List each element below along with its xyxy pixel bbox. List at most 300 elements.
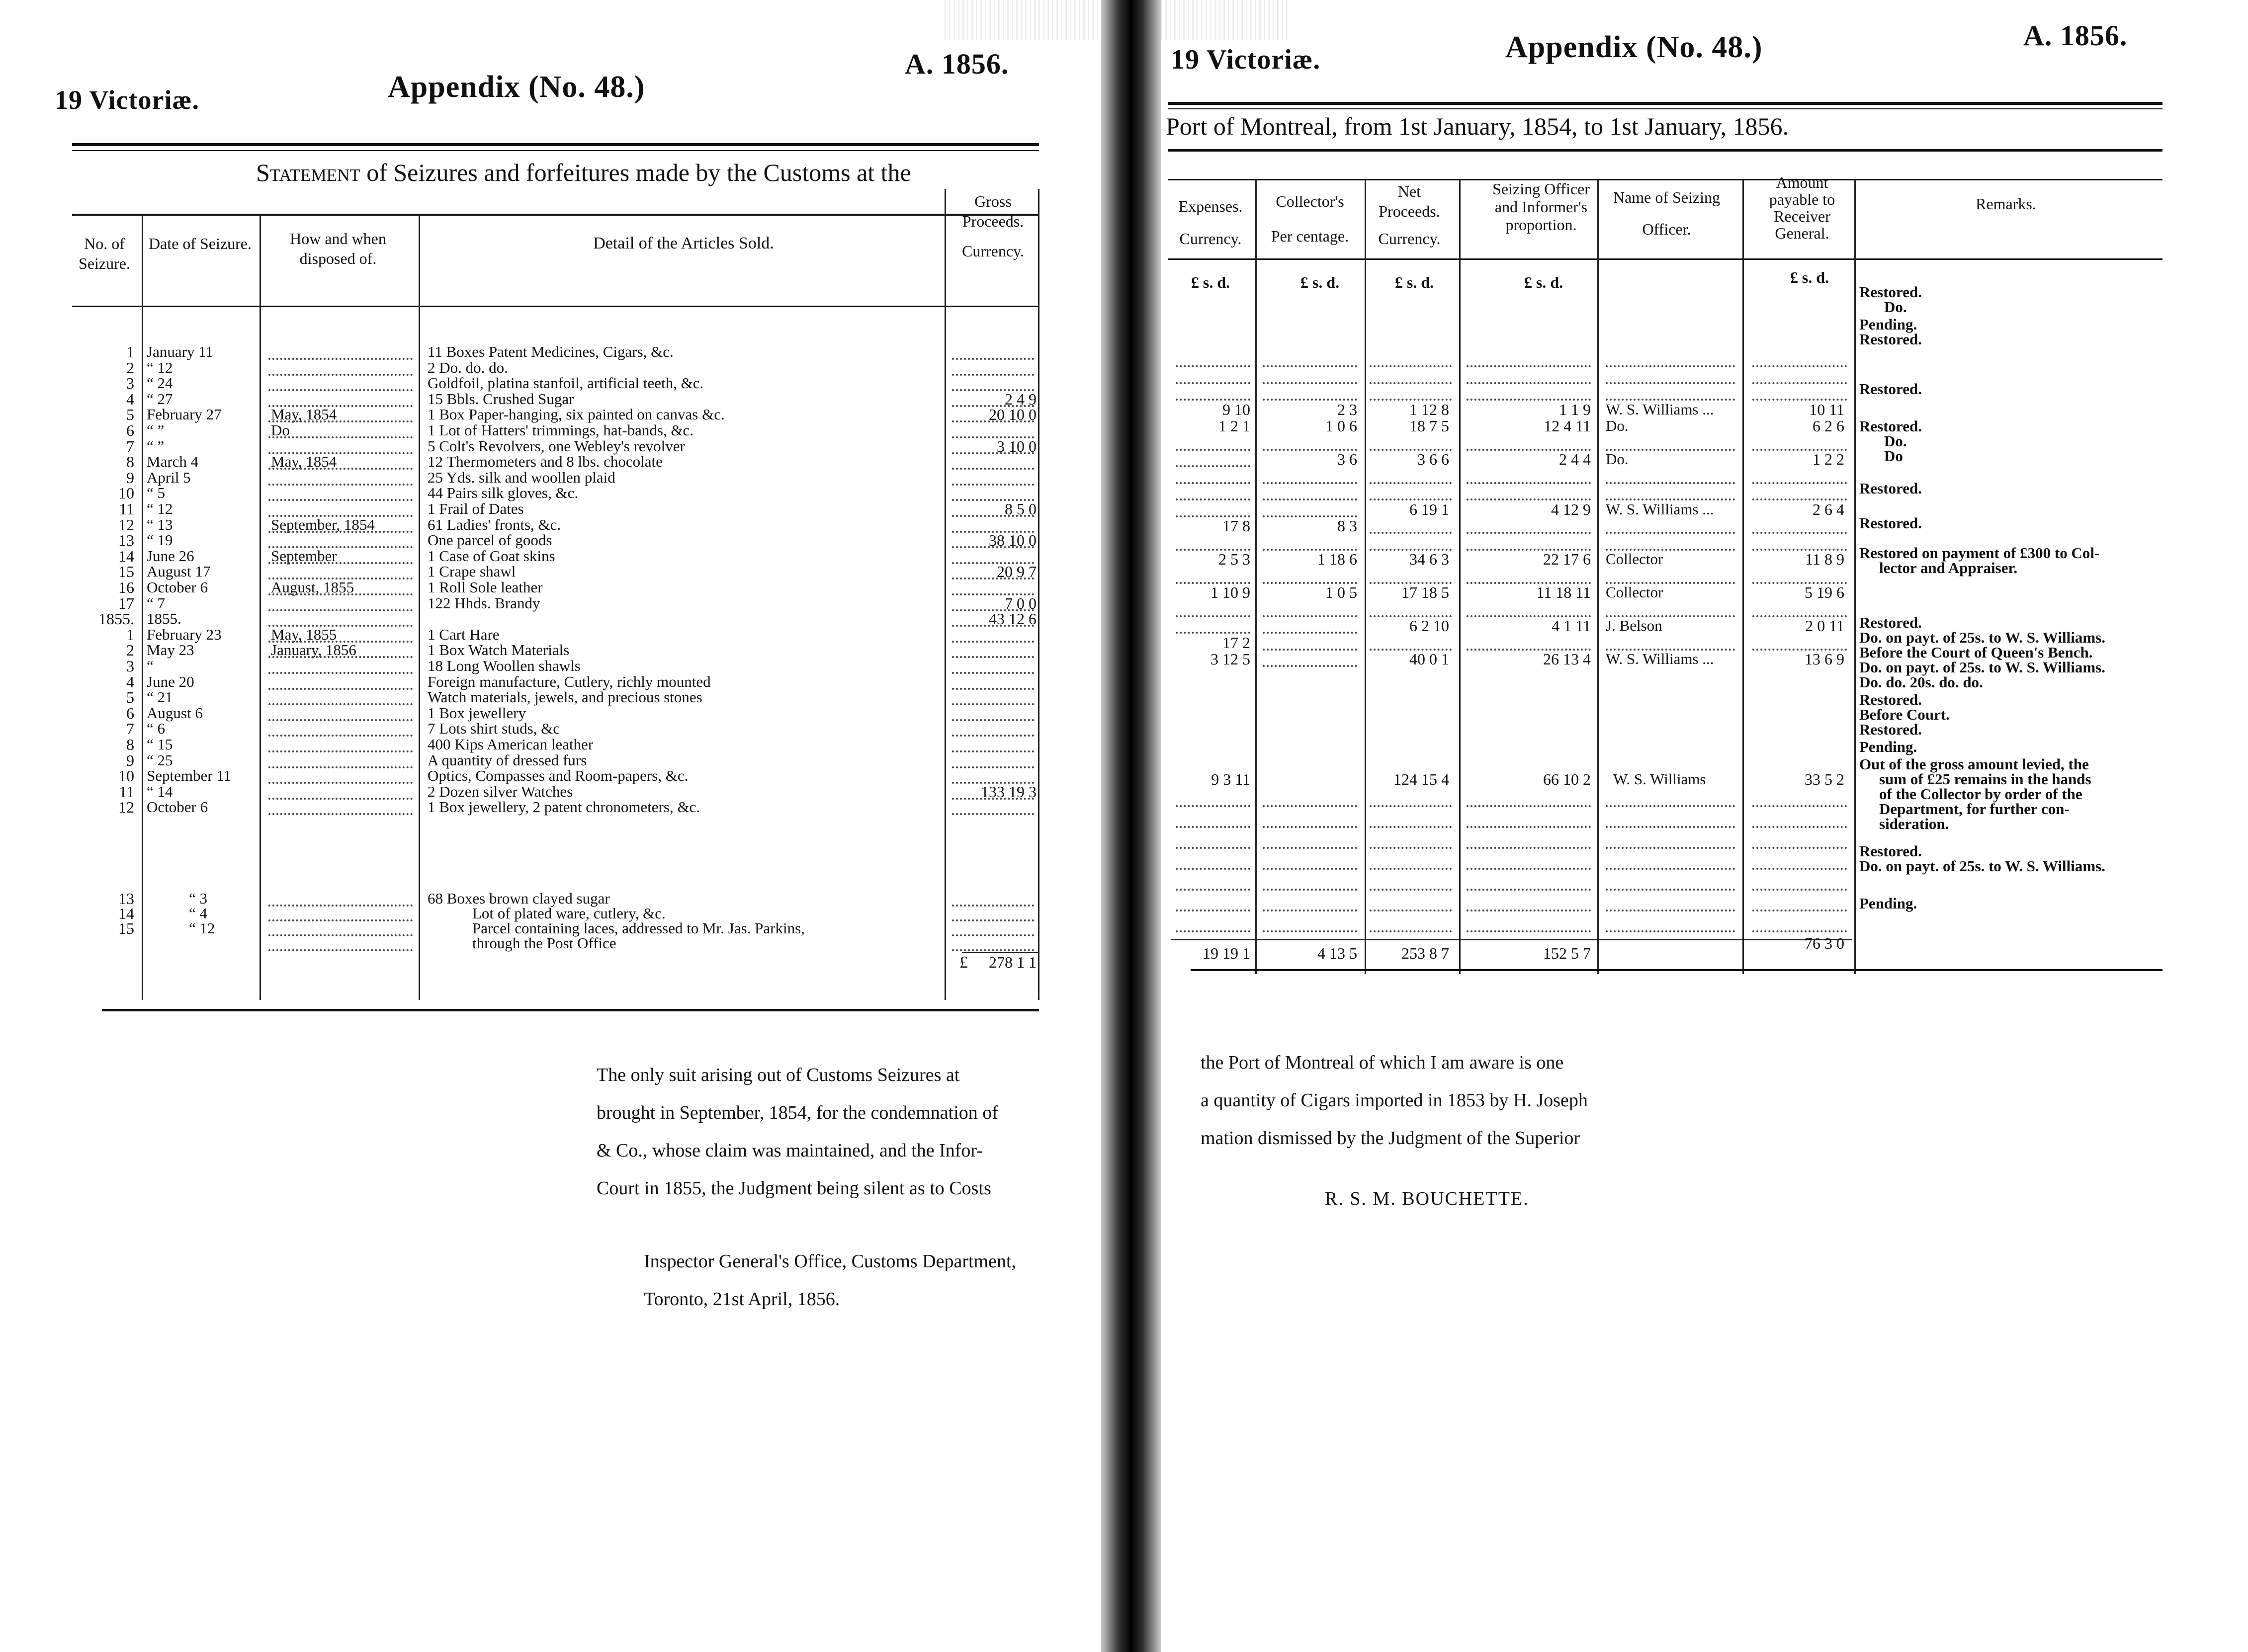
seizure-number: 4 <box>126 390 134 408</box>
lsd-net: £ s. d. <box>1394 273 1434 291</box>
leader-dots <box>952 813 1034 815</box>
remark-line: Pending. <box>1859 738 1917 755</box>
gross-proceeds: 43 12 6 <box>989 610 1037 628</box>
table-bottom-rule <box>1191 969 2162 971</box>
leader-dots <box>1752 847 1847 849</box>
col-divider <box>419 215 420 1000</box>
disposed-when: September <box>271 547 337 565</box>
leader-dots <box>1176 826 1250 828</box>
leader-dots <box>1467 889 1591 891</box>
remark-line: Pending. <box>1859 895 1917 912</box>
seizure-number: 16 <box>118 578 134 596</box>
seizure-number: 5 <box>126 688 134 706</box>
leader-dots <box>268 436 413 438</box>
receiver-value: 10 11 <box>1809 401 1844 418</box>
seizure-number: 12 <box>118 798 134 816</box>
remark-line: Restored. <box>1859 283 1922 301</box>
article-detail: 1 Case of Goat skins <box>428 547 555 565</box>
col-header-date: Date of Seizure. <box>148 235 252 252</box>
leader-dots <box>1606 805 1735 807</box>
leader-dots <box>952 358 1034 360</box>
statement-word: Statement <box>256 159 360 186</box>
seizure-date: “ 15 <box>147 736 173 753</box>
leader-dots <box>268 389 413 391</box>
col-header-amount: Amount payable to Receiver General. <box>1769 173 1835 242</box>
seizure-number: 9 <box>126 469 134 487</box>
seizing-officer: W. S. Williams ... <box>1606 650 1714 667</box>
remark-line: Do. on payt. of 25s. to W. S. Williams. <box>1859 629 2105 646</box>
leader-dots <box>1370 889 1452 891</box>
appendix-heading: Appendix (No. 48.) <box>388 70 645 104</box>
seizure-number: 2 <box>126 641 134 659</box>
net-value: 3 6 6 <box>1417 450 1449 468</box>
leader-dots <box>1176 449 1250 451</box>
col-header-collector-sub: Per centage. <box>1271 227 1349 245</box>
collector-value: 1 0 5 <box>1325 583 1357 601</box>
sep-net: 124 15 4 <box>1393 770 1449 788</box>
seizing-officer: W. S. Williams ... <box>1606 401 1714 418</box>
gross-proceeds: 8 5 0 <box>1005 500 1037 518</box>
leader-dots <box>952 578 1034 579</box>
net-value: 34 6 3 <box>1409 550 1449 568</box>
leader-dots <box>268 766 413 768</box>
leader-dots <box>1176 615 1250 617</box>
seizing-officer: Collector <box>1606 583 1663 601</box>
remark-line: Restored. <box>1859 480 1922 497</box>
article-detail: One parcel of goods <box>428 531 552 549</box>
total-expenses: 19 19 1 <box>1203 944 1250 962</box>
leader-dots <box>1606 930 1735 932</box>
gross-proceeds: 20 10 0 <box>989 406 1037 423</box>
seizure-date: “ 7 <box>147 594 166 612</box>
series-heading: 19 Victoriæ. <box>55 85 199 115</box>
leader-dots <box>268 672 413 674</box>
leader-dots <box>1752 365 1847 367</box>
col-divider <box>1597 179 1599 974</box>
col-divider <box>945 189 946 1000</box>
article-detail: A quantity of dressed furs <box>428 751 587 769</box>
header-mid-rule <box>1168 179 2162 180</box>
gross-proceeds: 20 9 7 <box>997 563 1037 580</box>
seizure-date: June 20 <box>147 673 194 690</box>
col-header-how: How and when disposed of. <box>290 230 386 267</box>
leader-dots <box>1176 930 1250 932</box>
top-thin-rule <box>1168 108 2162 109</box>
leader-dots <box>1176 868 1250 870</box>
remark-line: Restored. <box>1859 691 1922 708</box>
collector-value: 3 6 <box>1337 450 1357 468</box>
leader-dots <box>1263 498 1357 500</box>
seizure-date: October 6 <box>147 798 208 816</box>
article-detail: 5 Colt's Revolvers, one Webley's revolver <box>428 437 685 455</box>
leader-dots <box>952 546 1034 548</box>
remark-line: Pending. <box>1859 316 1917 333</box>
leader-dots <box>1606 889 1735 891</box>
leader-dots <box>1263 847 1357 849</box>
col-header-collector: Collector's <box>1276 192 1344 210</box>
collector-value: 1 0 6 <box>1325 417 1357 435</box>
seizure-number: 9 <box>126 751 134 769</box>
seizure-number: 13 <box>118 531 134 549</box>
collector-value: 1 18 6 <box>1317 550 1357 568</box>
seizing-value: 22 17 6 <box>1543 550 1591 568</box>
total-rule <box>962 952 1038 953</box>
seizure-date: August 6 <box>147 704 203 722</box>
leader-dots <box>952 468 1034 470</box>
leader-dots <box>1467 805 1591 807</box>
leader-dots <box>952 374 1034 376</box>
leader-dots <box>268 813 413 815</box>
col-header-gross: Gross Proceeds. <box>962 192 1024 230</box>
remark-line: Do. on payt. of 25s. to W. S. Williams. <box>1859 659 2105 676</box>
remark-line: Restored. <box>1859 721 1922 738</box>
article-detail: 1 Lot of Hatters' trimmings, hat-bands, &c. <box>428 421 694 439</box>
leader-dots <box>1752 909 1847 911</box>
article-detail: 1 Box jewellery, 2 patent chronometers, &c. <box>428 798 700 816</box>
table-top-rule <box>1168 149 2162 152</box>
article-detail: 1 Cart Hare <box>428 626 500 643</box>
leader-dots <box>1263 615 1357 617</box>
leader-dots <box>1176 847 1250 849</box>
leader-dots <box>1263 482 1357 484</box>
leader-dots <box>1606 826 1735 828</box>
sep-seizing: 66 10 2 <box>1543 770 1591 788</box>
gross-total: 278 1 1 <box>989 953 1037 971</box>
header-bottom-rule <box>72 306 1039 307</box>
total-symbol: £ <box>959 953 968 972</box>
article-detail: through the Post Office <box>472 934 616 952</box>
col-divider <box>1742 179 1744 974</box>
leader-dots <box>1263 805 1357 807</box>
remark-line: Department, for further con- <box>1879 800 2070 818</box>
remark-line: Do. do. 20s. do. do. <box>1859 673 1983 691</box>
remark-line: Before the Court of Queen's Bench. <box>1859 644 2093 661</box>
leader-dots <box>1176 482 1250 484</box>
col-divider <box>1459 179 1461 974</box>
leader-dots <box>952 641 1034 643</box>
article-detail: 44 Pairs silk gloves, &c. <box>428 484 579 501</box>
remark-line: Restored on payment of £300 to Col- <box>1859 544 2100 562</box>
header-bottom-rule <box>1168 258 2162 260</box>
statement-title <box>256 158 911 187</box>
seizure-number: 6 <box>126 421 134 439</box>
table-bottom-rule <box>102 1009 1039 1011</box>
remark-line: Restored. <box>1859 842 1922 860</box>
seizure-number: 2 <box>126 359 134 377</box>
leader-dots <box>1752 826 1847 828</box>
receiver-value: 5 19 6 <box>1805 583 1844 601</box>
col-header-detail: Detail of the Articles Sold. <box>593 234 774 252</box>
col-divider <box>1038 189 1039 1000</box>
article-detail: Watch materials, jewels, and precious stones <box>428 688 702 706</box>
remark-line: sum of £25 remains in the hands <box>1879 770 2091 788</box>
leader-dots <box>1467 868 1591 870</box>
leader-dots <box>1370 847 1452 849</box>
remark-line: of the Collector by order of the <box>1879 785 2082 803</box>
seizure-number: 1855. <box>98 610 134 628</box>
article-detail: Foreign manufacture, Cutlery, richly mounted <box>428 673 711 690</box>
sep-expenses: 9 3 11 <box>1211 770 1250 788</box>
total-collector: 4 13 5 <box>1317 944 1357 962</box>
seizure-number: 8 <box>126 453 134 471</box>
col-divider <box>1365 179 1366 974</box>
leader-dots <box>1263 909 1357 911</box>
article-detail: Parcel containing laces, addressed to Mr. Jas. Parkins, <box>472 919 805 937</box>
footer-line: The only suit arising out of Customs Seizures at <box>597 1065 960 1085</box>
leader-dots <box>1467 909 1591 911</box>
leader-dots <box>268 688 413 690</box>
leader-dots <box>1263 382 1357 384</box>
receiver-value: 6 2 6 <box>1813 417 1844 435</box>
leader-dots <box>1752 868 1847 870</box>
seizure-date: “ 21 <box>147 688 173 706</box>
seizure-number: 1 <box>126 343 134 361</box>
gross-proceeds: 133 19 3 <box>981 783 1037 801</box>
leader-dots <box>1467 482 1591 484</box>
totals-rule <box>1171 939 1852 940</box>
leader-dots <box>952 750 1034 752</box>
seizure-date: “ ” <box>147 421 165 439</box>
seizure-number: 15 <box>118 919 134 937</box>
leader-dots <box>1370 805 1452 807</box>
leader-dots <box>1370 868 1452 870</box>
leader-dots <box>1176 805 1250 807</box>
leader-dots <box>952 672 1034 674</box>
scan-speckle <box>945 0 1101 40</box>
seizure-date: September 11 <box>147 767 232 784</box>
leader-dots <box>268 735 413 737</box>
leader-dots <box>1606 382 1735 384</box>
article-detail: 1 Frail of Dates <box>428 500 524 517</box>
leader-dots <box>268 703 413 705</box>
leader-dots <box>1263 868 1357 870</box>
leader-dots <box>268 358 413 360</box>
leader-dots <box>1263 632 1357 634</box>
leader-dots <box>268 798 413 800</box>
seizure-date: January 11 <box>147 343 214 360</box>
seizing-officer: W. S. Williams ... <box>1606 500 1714 518</box>
leader-dots <box>268 468 413 470</box>
seizure-date: “ 3 <box>189 890 208 907</box>
leader-dots <box>952 452 1034 454</box>
col-header-gross-currency: Currency. <box>962 242 1024 260</box>
seizure-date: April 5 <box>147 469 191 486</box>
remark-line: Restored. <box>1859 614 1922 631</box>
leader-dots <box>1176 909 1250 911</box>
lsd-collector: £ s. d. <box>1300 273 1340 291</box>
seizure-number: 7 <box>126 720 134 738</box>
article-detail: 400 Kips American leather <box>428 736 594 753</box>
leader-dots <box>952 934 1034 936</box>
col-divider <box>1255 179 1257 974</box>
disposed-when: January, 1856 <box>271 641 356 659</box>
expenses-value: 9 10 <box>1222 401 1250 418</box>
leader-dots <box>268 499 413 501</box>
seizure-date: February 23 <box>147 626 222 643</box>
leader-dots <box>952 656 1034 658</box>
col-header-expenses: Expenses. <box>1178 197 1243 215</box>
gross-proceeds: 3 10 0 <box>997 437 1037 455</box>
seizure-date: May 23 <box>147 641 194 659</box>
right-page <box>1161 0 2248 1652</box>
leader-dots <box>268 593 413 595</box>
leader-dots <box>952 515 1034 517</box>
seizure-date: “ 6 <box>147 720 166 737</box>
seizure-date: “ <box>147 657 154 674</box>
expenses-value: 2 5 3 <box>1218 550 1250 568</box>
receiver-value: 13 6 9 <box>1805 650 1844 668</box>
leader-dots <box>1752 482 1847 484</box>
leader-dots <box>1467 930 1591 932</box>
seizure-date: “ 25 <box>147 751 173 769</box>
leader-dots <box>1606 482 1735 484</box>
col-header-expenses-currency: Currency. <box>1179 230 1242 248</box>
seizure-number: 3 <box>126 657 134 675</box>
seizing-value: 26 13 4 <box>1543 650 1591 668</box>
footer-line: & Co., whose claim was maintained, and the Infor- <box>597 1140 983 1161</box>
seizure-date: “ 13 <box>147 516 173 533</box>
seizing-officer: Do. <box>1606 417 1629 434</box>
seizing-value: 4 12 9 <box>1551 500 1591 518</box>
seizure-number: 5 <box>126 406 134 423</box>
expenses-value: 17 2 <box>1222 634 1250 652</box>
article-detail: Lot of plated ware, cutlery, &c. <box>472 905 666 922</box>
leader-dots <box>268 919 413 921</box>
leader-dots <box>1176 498 1250 500</box>
remark-line: Restored. <box>1859 380 1922 398</box>
leader-dots <box>1606 847 1735 849</box>
leader-dots <box>268 719 413 721</box>
footer-line: the Port of Montreal of which I am aware is one <box>1201 1052 1564 1073</box>
leader-dots <box>1467 847 1591 849</box>
appendix-heading: Appendix (No. 48.) <box>1505 30 1763 64</box>
col-header-name: Name of Seizing Officer. <box>1613 188 1721 238</box>
seizure-number: 11 <box>119 500 134 518</box>
seizure-number: 14 <box>118 547 134 565</box>
footer-line: a quantity of Cigars imported in 1853 by H. Joseph <box>1201 1090 1588 1111</box>
leader-dots <box>1467 382 1591 384</box>
leader-dots <box>1752 382 1847 384</box>
footer-line: Court in 1855, the Judgment being silent as to Costs <box>597 1178 991 1199</box>
seizure-date: June 26 <box>147 547 194 565</box>
seizure-number: 12 <box>118 516 134 534</box>
leader-dots <box>268 782 413 784</box>
col-header-no: No. of Seizure. <box>79 235 130 272</box>
article-detail: 2 Dozen silver Watches <box>428 783 573 800</box>
expenses-value: 1 2 1 <box>1218 417 1250 435</box>
seizure-date: “ 27 <box>147 390 173 408</box>
book-gutter <box>1101 0 1161 1652</box>
collector-value: 2 3 <box>1337 401 1357 418</box>
article-detail: Goldfoil, platina stanfoil, artificial teeth, &c. <box>428 374 704 392</box>
article-detail: 68 Boxes brown clayed sugar <box>428 890 610 907</box>
year-heading: A. 1856. <box>2023 19 2128 52</box>
leader-dots <box>1752 889 1847 891</box>
leader-dots <box>1263 365 1357 367</box>
leader-dots <box>952 719 1034 721</box>
leader-dots <box>1467 826 1591 828</box>
leader-dots <box>952 625 1034 627</box>
seizure-date: March 4 <box>147 453 199 470</box>
article-detail: 18 Long Woollen shawls <box>428 657 581 674</box>
leader-dots <box>268 934 413 936</box>
leader-dots <box>268 484 413 486</box>
leader-dots <box>952 905 1034 907</box>
seizure-date: 1855. <box>147 610 181 627</box>
expenses-value: 3 12 5 <box>1210 650 1250 668</box>
leader-dots <box>1370 482 1452 484</box>
leader-dots <box>268 609 413 611</box>
total-seizing: 152 5 7 <box>1543 944 1591 962</box>
leader-dots <box>268 949 413 951</box>
col-header-net: Net Proceeds. <box>1379 182 1440 220</box>
seizure-number: 14 <box>118 905 134 922</box>
leader-dots <box>1467 532 1591 534</box>
collector-value: 8 3 <box>1337 517 1357 535</box>
seizing-value: 1 1 9 <box>1559 401 1591 418</box>
net-value: 18 7 5 <box>1409 417 1449 435</box>
leader-dots <box>1752 805 1847 807</box>
leader-dots <box>268 562 413 564</box>
article-detail: 61 Ladies' fronts, &c. <box>428 516 561 533</box>
seizure-date: “ 12 <box>189 919 215 937</box>
receiver-value: 11 8 9 <box>1805 550 1844 568</box>
lsd-seizing: £ s. d. <box>1524 273 1563 291</box>
leader-dots <box>952 735 1034 737</box>
seizure-number: 10 <box>118 484 134 502</box>
seizure-date: “ 24 <box>147 374 173 392</box>
col-header-net-currency: Currency. <box>1378 230 1441 248</box>
col-divider <box>142 215 143 1000</box>
article-detail: Optics, Compasses and Room-papers, &c. <box>428 767 689 784</box>
col-header-seizing: Seizing Officer and Informer's proportion. <box>1492 180 1590 234</box>
leader-dots <box>1370 382 1452 384</box>
seizure-date: “ 12 <box>147 500 173 517</box>
article-detail: 1 Box Watch Materials <box>428 641 570 659</box>
article-detail: 15 Bbls. Crushed Sugar <box>428 390 574 408</box>
leader-dots <box>268 750 413 752</box>
leader-dots <box>1752 532 1847 534</box>
article-detail: 1 Box jewellery <box>428 704 526 722</box>
article-detail: 1 Box Paper-hanging, six painted on canvas &c. <box>428 406 725 423</box>
seizure-number: 13 <box>118 890 134 908</box>
receiver-value: 2 0 11 <box>1805 617 1844 635</box>
receiver-value: 2 6 4 <box>1813 500 1844 518</box>
leader-dots <box>1176 382 1250 384</box>
leader-dots <box>952 919 1034 921</box>
leader-dots <box>1263 826 1357 828</box>
disposed-when: May, 1854 <box>271 406 337 423</box>
seizure-date: “ ” <box>147 437 165 455</box>
col-divider <box>259 215 261 1000</box>
article-detail: 122 Hhds. Brandy <box>428 594 540 612</box>
article-detail: 1 Roll Sole leather <box>428 578 543 596</box>
net-value: 17 18 5 <box>1401 583 1449 601</box>
disposed-when: Do <box>271 421 290 439</box>
remark-line: sideration. <box>1879 815 1949 832</box>
leader-dots <box>268 420 413 422</box>
leader-dots <box>1370 365 1452 367</box>
left-page <box>0 0 1101 1652</box>
total-amount: 76 3 0 <box>1805 934 1844 952</box>
leader-dots <box>1606 909 1735 911</box>
remark-line: Before Court. <box>1859 706 1950 723</box>
leader-dots <box>268 374 413 376</box>
scan-speckle <box>1161 0 1290 40</box>
seizing-value: 12 4 11 <box>1544 417 1591 435</box>
seizure-date: February 27 <box>147 406 222 423</box>
leader-dots <box>952 420 1034 422</box>
